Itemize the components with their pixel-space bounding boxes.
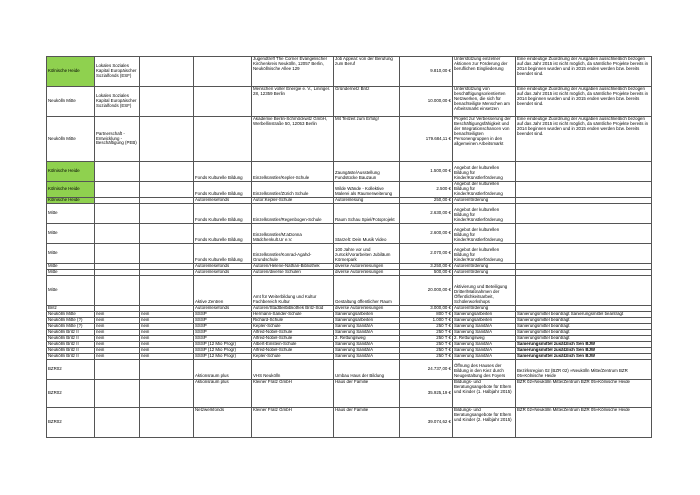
table-cell[interactable] [140,223,194,243]
table-cell[interactable] [516,203,652,223]
table-cell[interactable]: nein [140,335,194,341]
table-cell[interactable]: nein [95,353,140,359]
table-cell[interactable] [95,359,140,379]
table-cell[interactable] [194,57,252,87]
table-cell[interactable]: nein [95,317,140,323]
table-cell[interactable]: Eine eindeutige Zuordnung der Ausgaben ausschließlich bezogen auf das Jahr 2015 ist nicht möglich, da sämtliche Projekte bereits in 2014 beginnen wurden und in 2015 enden werden bzw. bereits beendet sind. [516,87,652,117]
table-cell[interactable] [516,223,652,243]
table-cell[interactable] [140,117,194,162]
table-cell[interactable]: Haus der Familie [334,379,400,407]
table-cell[interactable]: Jugendtreff The Corner Evangelischer Kirchenkreis Neukölln, 12057 Berlin, Neuköllnische Allee 129 [252,57,334,87]
table-cell[interactable]: Öffnung des Hauses der Bildung in den Kiez durch Neugestaltung des Foyers [453,359,516,379]
table-cell[interactable]: nein [95,335,140,341]
table-cell[interactable]: nein [140,341,194,347]
table-cell[interactable]: Kleiner Fratz GmbH [252,407,334,437]
table-cell[interactable] [140,275,194,305]
table-cell[interactable]: Haus der Familie [334,407,400,437]
table-cell[interactable] [140,379,194,407]
table-cell[interactable] [140,57,194,87]
table-cell[interactable]: Mitte [47,269,95,275]
table-cell[interactable]: 2.500 € [400,182,453,198]
table-cell[interactable]: Neukölln Britz II [47,329,95,335]
table-cell[interactable]: Aktivierung und Beteiligung Dritter/Maßnahmen der Öffentlichkeitsarbeit, Schülerworkshops [453,275,516,305]
table-cell[interactable]: diverse Autorenlesungen [334,269,400,275]
table-row [47,57,652,87]
table-cell[interactable] [140,87,194,117]
table-cell[interactable]: SSSP [194,317,252,323]
table-cell[interactable]: Kölnische Heide [47,182,95,198]
table-cell[interactable]: 250 T € [400,323,453,329]
table-cell[interactable]: Gestaltung öffentlicher Raum [334,275,400,305]
table-cell[interactable]: Sanierung SanitärA [334,353,400,359]
table-cell[interactable]: Eine eindeutige Zuordnung der Ausgaben ausschließlich bezogen auf das Jahr 2015 ist nicht möglich, da sämtliche Projekte bereits in 2014 beginnen wurden und in 2015 enden werden bzw. bereits beendet sind. [516,57,652,87]
table-cell[interactable]: Kölnische Heide [47,57,95,87]
table-cell[interactable]: nein [140,329,194,335]
table-cell[interactable]: 20.000,00 € [400,275,453,305]
table-cell[interactable]: 250 T € [400,335,453,341]
table-cell[interactable]: nein [140,353,194,359]
table-cell[interactable]: 35.925,19 € [400,379,453,407]
table-cell[interactable]: Bildungs- und Beratungsangebote für Eltern und Kinder (1. Halbjahr 2015) [453,379,516,407]
table-cell[interactable]: 250 T € [400,347,453,353]
table-cell[interactable]: Job Appeal: von der Berufung zum Beruf [334,57,400,87]
table-cell[interactable]: nein [95,347,140,353]
table-cell[interactable]: Alfred-Nobel-Schule [252,335,334,341]
table-cell[interactable]: Sanierung SanitärA [334,323,400,329]
table-cell[interactable]: 3.000,00 € [400,305,453,311]
table-cell[interactable]: nein [95,311,140,317]
table-cell[interactable]: nein [95,341,140,347]
table-cell[interactable]: Mitte [47,223,95,243]
table-cell[interactable]: nein [140,323,194,329]
table-cell[interactable]: Bezirksregion 02 (BZR 02) »Neukölln Mitte/Zentrum BZR 05»Kölnische Heide [516,359,652,379]
table-cell[interactable]: Sanierung SanitärA [453,323,516,329]
table-cell[interactable] [95,407,140,437]
table-cell[interactable]: Angebot der kulturellen Bildung für Kinder/Künstlerförderung [453,203,516,223]
table-cell[interactable]: Fonds Kulturelle Bildung [194,203,252,223]
table-cell[interactable]: 2.630,00 € [400,203,453,223]
spreadsheet-table [46,56,652,438]
table-cell[interactable]: Sanierungsarbeiten [453,317,516,323]
table-cell[interactable] [140,182,194,198]
table-cell[interactable]: Hermann-Sander-Schule [252,311,334,317]
table-row [47,117,652,162]
table-row [47,87,652,117]
table-cell[interactable]: Netzwerkfonds [194,407,252,437]
table-row [47,243,652,263]
table-cell[interactable]: Menschen voller Energie e. V., Lininger. 28, 12359 Berlin [252,87,334,117]
table-cell[interactable]: Kleiner Fratz GmbH [252,379,334,407]
table-cell[interactable]: SSSP (12 Mio Progr) [194,347,252,353]
table-cell[interactable]: Neukölln Mitte (?) [47,323,95,329]
table-cell[interactable]: Sanierungsmittel beantragt [516,329,652,335]
table-cell[interactable]: 2. Rettungsweg [334,335,400,341]
table-cell[interactable]: Sanierungsarbeiten [334,311,400,317]
table-cell[interactable]: 39.074,62 € [400,407,453,437]
table-cell[interactable]: Richard-Schule [252,317,334,323]
table-cell[interactable]: Autoren/diverse Schulen [252,269,334,275]
table-cell[interactable] [140,203,194,223]
table-cell[interactable]: Aktive Zentren [194,275,252,305]
table-cell[interactable]: Alfred-Nobel-Schule [252,329,334,335]
table-cell[interactable]: Gründernetz Britz [334,87,400,117]
table-cell[interactable]: nein [95,329,140,335]
table-cell[interactable]: nein [140,317,194,323]
table-cell[interactable]: Mitte [47,263,95,269]
table-cell[interactable]: 250 T € [400,353,453,359]
table-cell[interactable]: Amt für Weiterbildung und Kultur Fachbereich Kultur [252,275,334,305]
table-cell[interactable]: Lokales Soziales Kapital Europäischer Sozialfonds (ESF) [95,57,140,87]
table-cell[interactable]: Bildungs- und Beratungsangebote für Eltern und Kinder (2. Halbjahr 2015) [453,407,516,437]
table-cell[interactable]: Sanierungsmittel zusätzlich Sen BJW [516,353,652,359]
table-cell[interactable]: Kepler-Schule [252,353,334,359]
table-cell[interactable]: Eine eindeutige Zuordnung der Ausgaben ausschließlich bezogen auf das Jahr 2015 ist nicht möglich, da sämtliche Projekte bereits in 2014 beginnen wurden und in 2015 enden werden bzw. bereits beendet sind. [516,117,652,162]
table-cell[interactable]: Angebot der kulturellen Bildung für Kinder/Künstlerförderung [453,223,516,243]
table-cell[interactable]: Autorenförderung [453,269,516,275]
table-cell[interactable]: Sanierungsmittel beantragt [516,335,652,341]
table-cell[interactable]: Autorenlesefonds [194,305,252,311]
table-cell[interactable]: Sanierungsmittel beantragt [516,323,652,329]
table-cell[interactable]: 800 T € [400,311,453,317]
table-cell[interactable]: Neukölln Britz II [47,335,95,341]
table-cell[interactable]: Autor:Kepler-Schule [252,197,334,203]
table-cell[interactable]: Unterstützung einzelner Aktionen zur Förderung der beruflichen Eingliederung [453,57,516,87]
table-cell[interactable]: Sanierung SanitärA [453,341,516,347]
table-row [47,379,652,407]
table-cell[interactable] [516,275,652,305]
table-cell[interactable]: Sanierungsarbeiten [334,317,400,323]
table-cell[interactable]: Sanierung SanitärA [453,347,516,353]
table-cell[interactable]: 2. Rettungsweg [453,335,516,341]
table-cell[interactable]: Mitte [47,275,95,305]
table-cell[interactable]: Fonds Kulturelle Bildung [194,243,252,263]
table-cell[interactable] [140,359,194,379]
table-cell[interactable]: Sanierungsmittel zusätzlich Sen BJW [516,341,652,347]
table-cell[interactable]: VHS Neukölln [252,359,334,379]
table-cell[interactable] [140,407,194,437]
table-cell[interactable]: Sanierung SanitärA [334,341,400,347]
table-cell[interactable]: Angebot der kulturellen Bildung für Kinder/Künstlerförderung [453,243,516,263]
table-cell[interactable]: Mit Teilzeit zum Erfolg! [334,117,400,162]
table-cell[interactable]: SSSP [194,335,252,341]
table-cell[interactable]: Aktionsraum plus [194,379,252,407]
table-cell[interactable]: Unterstützung von beschäftigungsorientierten Netzwerken, die sich für benachteiligte Menschen am Arbeitsmarkt einsetzen [453,87,516,117]
table-cell[interactable] [95,162,140,182]
table-cell[interactable] [95,379,140,407]
table-cell[interactable]: 179.684,11 € [400,117,453,162]
table-cell[interactable]: Sanierungsmittel beantragt Sanierungsmittel beantragt [516,311,652,317]
table-cell[interactable]: BZR02 [47,379,95,407]
table-cell[interactable]: 1.500,00 € [400,162,453,182]
table-cell[interactable] [516,182,652,198]
table-cell[interactable]: Raum Schau Spiel/Fotoprojekt [334,203,400,223]
table-row [47,275,652,305]
table-cell[interactable]: Alfred-Nobel-Schule [252,347,334,353]
table-cell[interactable]: Fonds Kulturelle Bildung [194,162,252,182]
table-cell[interactable]: Kepler-Schule [252,323,334,329]
table-cell[interactable]: SSSP (12 Mio Progr) [194,341,252,347]
table-cell[interactable]: BZR02 [47,407,95,437]
table-cell[interactable]: Wilde Wände - Kollektive Malerei als Raumerweiterung [334,182,400,198]
table-cell[interactable]: Kölnische Heide [47,162,95,182]
table-cell[interactable]: 1.000 T € [400,317,453,323]
table-cell[interactable]: Autorenförderung [453,263,516,269]
table-cell[interactable]: 2.070,00 € [400,243,453,263]
table-cell[interactable] [194,117,252,162]
table-cell[interactable] [95,243,140,263]
table-cell[interactable]: BZR 02»Neukölln Mitte/Zentrum BZR 05»Kölnische Heide [516,407,652,437]
table-cell[interactable] [95,182,140,198]
table-cell[interactable]: Starzelt: Dein Musik Video [334,223,400,243]
table-cell[interactable]: Britz [47,305,95,311]
table-cell[interactable]: Lokales Soziales Kapital Europäischer Sozialfonds (ESF) [95,87,140,117]
table-cell[interactable] [516,162,652,182]
table-cell[interactable]: Autoren/Stadtteilbibliothek Britz-Süd [252,305,334,311]
table-cell[interactable]: Aktionsraum plus [194,359,252,379]
table-cell[interactable]: Kölnische Heide [47,197,95,203]
table-cell[interactable]: Zaungäste/Ausstellung Fundstücke Bauzaun [334,162,400,182]
table-cell[interactable]: Fonds Kulturelle Bildung [194,223,252,243]
table-cell[interactable]: Einzelkünstler/Kepler-Schule [252,162,334,182]
table-cell[interactable] [140,162,194,182]
table-cell[interactable]: 500,00 € [400,269,453,275]
table-cell[interactable]: 24.737,00 € [400,359,453,379]
table-cell[interactable]: diverse Autorenlesungen [334,263,400,269]
table-cell[interactable]: SSSP [194,311,252,317]
table-cell[interactable]: Sanierung SanitärA [453,329,516,335]
table-cell[interactable]: Umbau Haus der Bildung [334,359,400,379]
table-cell[interactable] [95,203,140,223]
table-cell[interactable]: nein [140,347,194,353]
table-cell[interactable]: 250 T € [400,329,453,335]
table-cell[interactable]: Mitte [47,243,95,263]
table-cell[interactable]: 100 Jahre vor und zurück/Vorarbeiten Jubiläum Körnerpark [334,243,400,263]
table-cell[interactable] [95,223,140,243]
table-cell[interactable]: Neukölln Mitte [47,87,95,117]
table-cell[interactable]: 3.250,00 € [400,263,453,269]
table-cell[interactable]: Autorenförderung [453,305,516,311]
table-cell[interactable]: Neukölln Mitte [47,311,95,317]
table-cell[interactable]: Autorenlesefonds [194,269,252,275]
table-cell[interactable]: 2.600,00 € [400,223,453,243]
table-cell[interactable]: Sanierungsarbeiten [453,311,516,317]
table-cell[interactable]: nein [140,311,194,317]
table-cell[interactable]: nein [95,323,140,329]
table-cell[interactable]: Sanierung SanitärA [334,329,400,335]
table-cell[interactable]: Neukölln Mitte (?) [47,317,95,323]
table-row [47,407,652,437]
table-cell[interactable]: Neukölln Britz II [47,341,95,347]
table-cell[interactable]: Angebot der kulturellen Bildung für Kinder/Künstlerförderung [453,162,516,182]
table-cell[interactable]: Autorenförderung [453,197,516,203]
table-cell[interactable] [516,243,652,263]
table-row [47,182,652,198]
table-row [47,203,652,223]
table-cell[interactable]: Neukölln Mitte [47,117,95,162]
table-cell[interactable]: diverse Autorenlesungen [334,305,400,311]
table-cell[interactable]: Autorenlesung [334,197,400,203]
table-cell[interactable]: Fonds Kulturelle Bildung [194,182,252,198]
table-cell[interactable]: 250 T € [400,341,453,347]
table-cell[interactable]: Sanierungsmittel zusätzlich Sen BJW [516,347,652,353]
table-cell[interactable]: Autorenlesefonds [194,263,252,269]
table-row [47,359,652,379]
table-cell[interactable]: BZR 02»Neukölln Mitte/Zentrum BZR 05»Kölnische Heide [516,379,652,407]
table-cell[interactable]: Akademie Berlin-Schmöckwitz GmbH, Werbellinstraße 50, 12053 Berlin [252,117,334,162]
table-cell[interactable]: Einzelkünstler/Konrad-Agahd-Grundschule [252,243,334,263]
table-cell[interactable]: Angebot der kulturellen Bildung für Kinder/Künstlerförderung [453,182,516,198]
table-cell[interactable] [95,275,140,305]
table-cell[interactable]: Einzelkünstler/Regenbogen-Schule [252,203,334,223]
table-cell[interactable]: 250,00 € [400,197,453,203]
table-cell[interactable]: 10.000,00 € [400,87,453,117]
table-cell[interactable]: Autorenlesefonds [194,197,252,203]
table-cell[interactable]: SSSP (12 Mio Progr) [194,353,252,359]
table-cell[interactable]: Sanierung SanitärA [453,353,516,359]
table-body [47,57,652,438]
table-cell[interactable]: Projekt zur Verbesserung der Beschäftigungsfähigkeit und der Integrationschancen von benachteiligten Personengruppen in den allgemeinen Arbeitsmarkt [453,117,516,162]
table-cell[interactable]: Autoren/Helene-Nathan-Bibliothek [252,263,334,269]
table-cell[interactable]: 9.810,00 € [400,57,453,87]
table-cell[interactable] [140,243,194,263]
table-cell[interactable]: SSSP [194,329,252,335]
table-cell[interactable]: BZR02 [47,359,95,379]
table-row [47,223,652,243]
table-cell[interactable]: Einzelkünstler/Zürich Schule [252,182,334,198]
table-cell[interactable]: Albert-Einstein-Schule [252,341,334,347]
table-cell[interactable]: Sanierung SanitärA [334,347,400,353]
table-cell[interactable]: SSSP [194,323,252,329]
table-cell[interactable]: Neukölln Britz II [47,353,95,359]
table-row [47,162,652,182]
table-cell[interactable] [194,87,252,117]
table-cell[interactable]: Einzelkünstler/M:aDonna Mädchenkult.Ur e.V. [252,223,334,243]
table-cell[interactable]: Sanierungsmittel beantragt [516,317,652,323]
table-cell[interactable]: Partnerschaft - Entwicklung - Beschäftigung (PEB) [95,117,140,162]
table-cell[interactable]: Neukölln Britz II [47,347,95,353]
table-cell[interactable]: Mitte [47,203,95,223]
